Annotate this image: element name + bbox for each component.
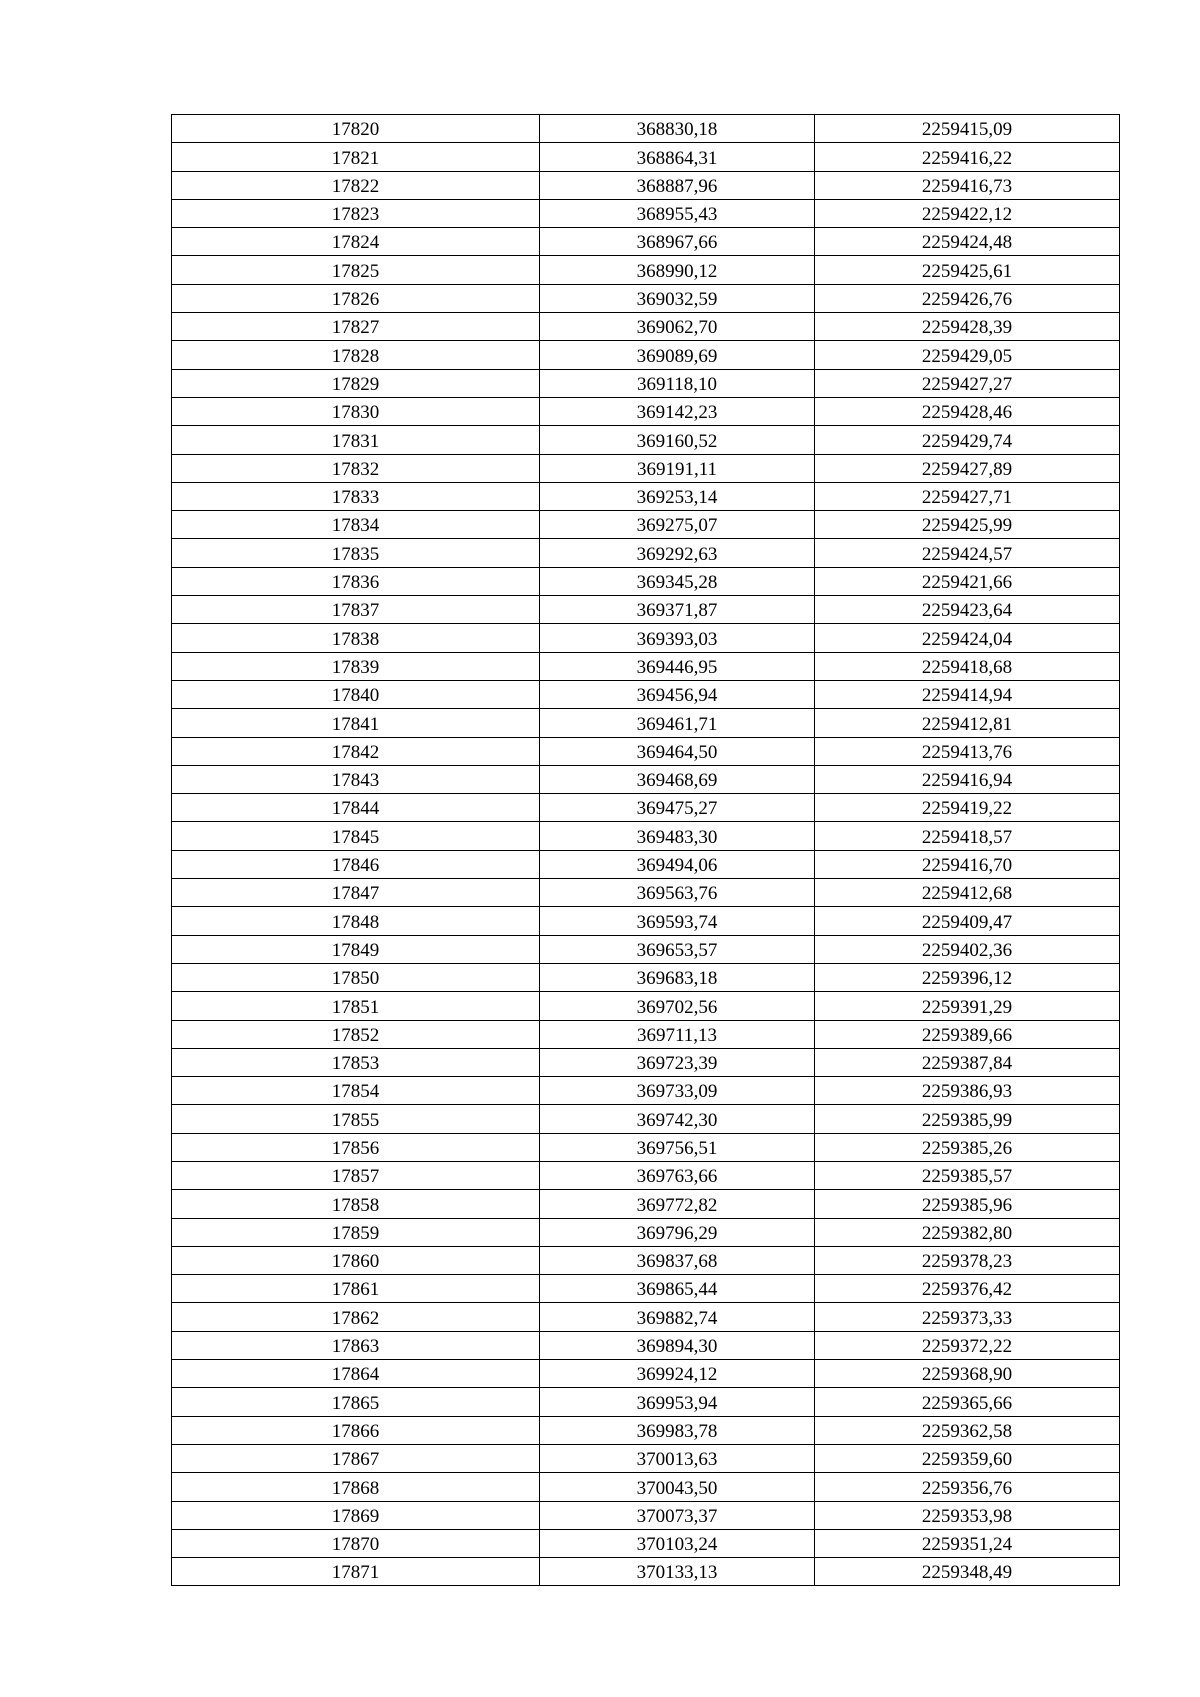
x-coordinate-cell: 370013,63 [540,1444,815,1472]
x-coordinate-cell: 369702,56 [540,992,815,1020]
y-coordinate-cell: 2259359,60 [815,1444,1120,1472]
table-row [172,171,1120,199]
x-coordinate-cell: 369593,74 [540,907,815,935]
x-coordinate-cell: 369924,12 [540,1360,815,1388]
y-coordinate-cell: 2259429,05 [815,341,1120,369]
coordinates-table [171,114,1120,1586]
table-row [172,822,1120,850]
point-number-cell: 17871 [172,1558,540,1586]
table-row [172,1190,1120,1218]
x-coordinate-cell: 368990,12 [540,256,815,284]
y-coordinate-cell: 2259412,68 [815,879,1120,907]
y-coordinate-cell: 2259391,29 [815,992,1120,1020]
point-number-cell: 17870 [172,1529,540,1557]
y-coordinate-cell: 2259413,76 [815,737,1120,765]
table-row [172,680,1120,708]
table-row [172,511,1120,539]
y-coordinate-cell: 2259414,94 [815,680,1120,708]
x-coordinate-cell: 369711,13 [540,1020,815,1048]
table-row [172,454,1120,482]
table-row [172,341,1120,369]
point-number-cell: 17822 [172,171,540,199]
x-coordinate-cell: 369371,87 [540,596,815,624]
point-number-cell: 17851 [172,992,540,1020]
table-row [172,1444,1120,1472]
y-coordinate-cell: 2259402,36 [815,935,1120,963]
point-number-cell: 17856 [172,1133,540,1161]
table-row [172,115,1120,143]
point-number-cell: 17869 [172,1501,540,1529]
point-number-cell: 17831 [172,426,540,454]
table-row [172,879,1120,907]
point-number-cell: 17861 [172,1275,540,1303]
point-number-cell: 17834 [172,511,540,539]
point-number-cell: 17835 [172,539,540,567]
x-coordinate-cell: 369475,27 [540,794,815,822]
y-coordinate-cell: 2259415,09 [815,115,1120,143]
y-coordinate-cell: 2259426,76 [815,284,1120,312]
x-coordinate-cell: 370043,50 [540,1473,815,1501]
y-coordinate-cell: 2259353,98 [815,1501,1120,1529]
x-coordinate-cell: 368967,66 [540,228,815,256]
x-coordinate-cell: 369160,52 [540,426,815,454]
x-coordinate-cell: 369772,82 [540,1190,815,1218]
y-coordinate-cell: 2259429,74 [815,426,1120,454]
y-coordinate-cell: 2259373,33 [815,1303,1120,1331]
table-row [172,850,1120,878]
table-row [172,1501,1120,1529]
table-row [172,1048,1120,1076]
table-row [172,1275,1120,1303]
x-coordinate-cell: 369461,71 [540,709,815,737]
point-number-cell: 17862 [172,1303,540,1331]
x-coordinate-cell: 369483,30 [540,822,815,850]
point-number-cell: 17836 [172,567,540,595]
point-number-cell: 17858 [172,1190,540,1218]
y-coordinate-cell: 2259422,12 [815,199,1120,227]
table-row [172,1303,1120,1331]
x-coordinate-cell: 369733,09 [540,1077,815,1105]
point-number-cell: 17824 [172,228,540,256]
table-row [172,539,1120,567]
point-number-cell: 17838 [172,624,540,652]
table-row [172,794,1120,822]
x-coordinate-cell: 369742,30 [540,1105,815,1133]
point-number-cell: 17830 [172,397,540,425]
table-row [172,709,1120,737]
table-row [172,284,1120,312]
y-coordinate-cell: 2259418,68 [815,652,1120,680]
point-number-cell: 17843 [172,765,540,793]
table-row [172,1246,1120,1274]
x-coordinate-cell: 369983,78 [540,1416,815,1444]
point-number-cell: 17844 [172,794,540,822]
point-number-cell: 17863 [172,1331,540,1359]
x-coordinate-cell: 369763,66 [540,1161,815,1189]
x-coordinate-cell: 370133,13 [540,1558,815,1586]
table-row [172,1020,1120,1048]
y-coordinate-cell: 2259396,12 [815,963,1120,991]
table-row [172,963,1120,991]
point-number-cell: 17823 [172,199,540,227]
y-coordinate-cell: 2259425,99 [815,511,1120,539]
point-number-cell: 17868 [172,1473,540,1501]
table-row [172,1388,1120,1416]
y-coordinate-cell: 2259365,66 [815,1388,1120,1416]
y-coordinate-cell: 2259424,57 [815,539,1120,567]
y-coordinate-cell: 2259416,94 [815,765,1120,793]
x-coordinate-cell: 369494,06 [540,850,815,878]
table-row [172,397,1120,425]
y-coordinate-cell: 2259427,71 [815,482,1120,510]
table-row [172,907,1120,935]
x-coordinate-cell: 369393,03 [540,624,815,652]
y-coordinate-cell: 2259356,76 [815,1473,1120,1501]
point-number-cell: 17852 [172,1020,540,1048]
point-number-cell: 17847 [172,879,540,907]
point-number-cell: 17848 [172,907,540,935]
point-number-cell: 17821 [172,143,540,171]
x-coordinate-cell: 369032,59 [540,284,815,312]
point-number-cell: 17864 [172,1360,540,1388]
x-coordinate-cell: 369882,74 [540,1303,815,1331]
x-coordinate-cell: 369292,63 [540,539,815,567]
x-coordinate-cell: 368830,18 [540,115,815,143]
x-coordinate-cell: 369563,76 [540,879,815,907]
x-coordinate-cell: 369953,94 [540,1388,815,1416]
x-coordinate-cell: 369275,07 [540,511,815,539]
y-coordinate-cell: 2259386,93 [815,1077,1120,1105]
y-coordinate-cell: 2259421,66 [815,567,1120,595]
table-row [172,1360,1120,1388]
y-coordinate-cell: 2259385,57 [815,1161,1120,1189]
x-coordinate-cell: 369191,11 [540,454,815,482]
y-coordinate-cell: 2259387,84 [815,1048,1120,1076]
coordinates-table-body [172,115,1120,1586]
x-coordinate-cell: 369468,69 [540,765,815,793]
point-number-cell: 17826 [172,284,540,312]
y-coordinate-cell: 2259419,22 [815,794,1120,822]
x-coordinate-cell: 369796,29 [540,1218,815,1246]
y-coordinate-cell: 2259427,27 [815,369,1120,397]
y-coordinate-cell: 2259428,39 [815,313,1120,341]
x-coordinate-cell: 370073,37 [540,1501,815,1529]
x-coordinate-cell: 369253,14 [540,482,815,510]
y-coordinate-cell: 2259424,48 [815,228,1120,256]
y-coordinate-cell: 2259351,24 [815,1529,1120,1557]
point-number-cell: 17820 [172,115,540,143]
point-number-cell: 17854 [172,1077,540,1105]
point-number-cell: 17839 [172,652,540,680]
point-number-cell: 17827 [172,313,540,341]
y-coordinate-cell: 2259385,26 [815,1133,1120,1161]
x-coordinate-cell: 369683,18 [540,963,815,991]
point-number-cell: 17867 [172,1444,540,1472]
x-coordinate-cell: 370103,24 [540,1529,815,1557]
y-coordinate-cell: 2259362,58 [815,1416,1120,1444]
y-coordinate-cell: 2259427,89 [815,454,1120,482]
table-row [172,256,1120,284]
x-coordinate-cell: 369464,50 [540,737,815,765]
table-row [172,1529,1120,1557]
table-row [172,1558,1120,1586]
table-row [172,1105,1120,1133]
table-row [172,1161,1120,1189]
point-number-cell: 17859 [172,1218,540,1246]
x-coordinate-cell: 369723,39 [540,1048,815,1076]
point-number-cell: 17841 [172,709,540,737]
x-coordinate-cell: 369756,51 [540,1133,815,1161]
table-row [172,737,1120,765]
y-coordinate-cell: 2259348,49 [815,1558,1120,1586]
x-coordinate-cell: 369446,95 [540,652,815,680]
x-coordinate-cell: 369837,68 [540,1246,815,1274]
point-number-cell: 17832 [172,454,540,482]
table-row [172,228,1120,256]
x-coordinate-cell: 369865,44 [540,1275,815,1303]
x-coordinate-cell: 368864,31 [540,143,815,171]
table-row [172,935,1120,963]
point-number-cell: 17833 [172,482,540,510]
y-coordinate-cell: 2259385,96 [815,1190,1120,1218]
y-coordinate-cell: 2259385,99 [815,1105,1120,1133]
point-number-cell: 17850 [172,963,540,991]
x-coordinate-cell: 369062,70 [540,313,815,341]
table-row [172,567,1120,595]
table-row [172,143,1120,171]
x-coordinate-cell: 369653,57 [540,935,815,963]
y-coordinate-cell: 2259409,47 [815,907,1120,935]
table-row [172,426,1120,454]
point-number-cell: 17846 [172,850,540,878]
y-coordinate-cell: 2259412,81 [815,709,1120,737]
point-number-cell: 17845 [172,822,540,850]
table-row [172,624,1120,652]
table-row [172,313,1120,341]
y-coordinate-cell: 2259376,42 [815,1275,1120,1303]
table-row [172,1133,1120,1161]
y-coordinate-cell: 2259416,22 [815,143,1120,171]
y-coordinate-cell: 2259423,64 [815,596,1120,624]
x-coordinate-cell: 368955,43 [540,199,815,227]
table-row [172,199,1120,227]
point-number-cell: 17828 [172,341,540,369]
table-row [172,1077,1120,1105]
point-number-cell: 17840 [172,680,540,708]
point-number-cell: 17865 [172,1388,540,1416]
table-row [172,1218,1120,1246]
table-row [172,596,1120,624]
table-row [172,992,1120,1020]
x-coordinate-cell: 369089,69 [540,341,815,369]
y-coordinate-cell: 2259424,04 [815,624,1120,652]
x-coordinate-cell: 369345,28 [540,567,815,595]
table-row [172,1473,1120,1501]
y-coordinate-cell: 2259368,90 [815,1360,1120,1388]
table-row [172,1331,1120,1359]
point-number-cell: 17855 [172,1105,540,1133]
x-coordinate-cell: 369142,23 [540,397,815,425]
point-number-cell: 17829 [172,369,540,397]
point-number-cell: 17849 [172,935,540,963]
y-coordinate-cell: 2259389,66 [815,1020,1120,1048]
table-row [172,369,1120,397]
point-number-cell: 17853 [172,1048,540,1076]
y-coordinate-cell: 2259378,23 [815,1246,1120,1274]
table-row [172,652,1120,680]
y-coordinate-cell: 2259382,80 [815,1218,1120,1246]
y-coordinate-cell: 2259425,61 [815,256,1120,284]
y-coordinate-cell: 2259372,22 [815,1331,1120,1359]
point-number-cell: 17842 [172,737,540,765]
x-coordinate-cell: 368887,96 [540,171,815,199]
y-coordinate-cell: 2259418,57 [815,822,1120,850]
table-row [172,765,1120,793]
point-number-cell: 17860 [172,1246,540,1274]
y-coordinate-cell: 2259416,70 [815,850,1120,878]
x-coordinate-cell: 369456,94 [540,680,815,708]
x-coordinate-cell: 369894,30 [540,1331,815,1359]
point-number-cell: 17837 [172,596,540,624]
point-number-cell: 17825 [172,256,540,284]
y-coordinate-cell: 2259428,46 [815,397,1120,425]
point-number-cell: 17857 [172,1161,540,1189]
x-coordinate-cell: 369118,10 [540,369,815,397]
point-number-cell: 17866 [172,1416,540,1444]
table-row [172,482,1120,510]
y-coordinate-cell: 2259416,73 [815,171,1120,199]
table-row [172,1416,1120,1444]
